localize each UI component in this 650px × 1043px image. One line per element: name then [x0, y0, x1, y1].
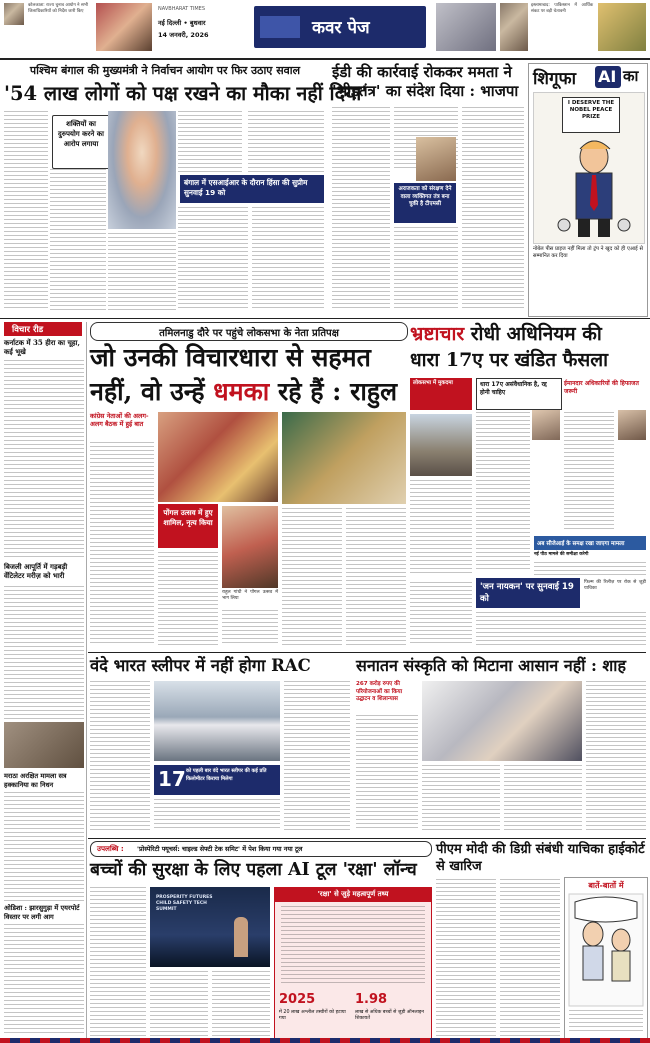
story-wb-body-mid — [50, 169, 106, 311]
sidebar-cartoon — [569, 894, 643, 1006]
story-vande-body-2 — [154, 799, 280, 831]
raksha-body-1 — [90, 887, 146, 1037]
story-ed-quote — [394, 183, 456, 223]
story-rahul-kicker-bar — [90, 322, 408, 341]
cartoon-sign — [562, 97, 620, 133]
raksha-stat-2-number: 1.98 — [355, 992, 388, 1007]
story-wb-quote-text: शक्तियों का दुरुपयोग करने का आरोप लगाया — [58, 120, 104, 148]
story-17a-headline-1b: रोधी अधिनियम की — [464, 323, 602, 345]
story-17a-headline-1a: भ्रष्टाचार — [410, 323, 465, 345]
story-shah-body-3 — [504, 765, 582, 831]
sidebar-title: बातें-बातों में — [588, 881, 624, 890]
raksha-stat-1 — [279, 992, 351, 1034]
story-17a-banner — [534, 536, 646, 550]
story-shah-body-4 — [586, 681, 646, 831]
rule-4 — [88, 838, 646, 839]
raksha-stat-2 — [355, 992, 427, 1034]
story-vande-body-3 — [284, 681, 350, 831]
story-rahul-body-2 — [158, 552, 218, 646]
odisha-body — [4, 924, 84, 1034]
story-ed-bjp — [332, 63, 524, 315]
story-rahul-headline-2b: धमका — [213, 377, 270, 406]
section-banner — [254, 6, 426, 48]
story-shah-headline: सनातन संस्कृति को मिटाना आसान नहीं : शाह — [356, 656, 626, 675]
story-rahul-box — [158, 504, 218, 548]
cartoon-caption: नोबेल पीस प्राइज नहीं मिला तो ट्रंप ने खुद को ही एआई से सम्मानित कर दिया — [533, 246, 643, 259]
vande-train-photo — [154, 681, 280, 761]
story-ed-body-4 — [462, 107, 524, 311]
story-shah-body-2 — [422, 765, 500, 831]
raksha-kicker-pre-wrap — [97, 844, 124, 854]
vichar-label — [4, 322, 82, 336]
story-vande — [90, 655, 350, 835]
story-17a-quote-2-text: ईमानदार अधिकारियों की हिफाजत जरूरी — [564, 380, 639, 395]
story-wb-quote — [52, 115, 110, 169]
story5-headline: बिजली आपूर्ति में गड़बड़ी वेंटिलेटर मरीज़ को भारी — [4, 562, 68, 580]
story-pm-degree — [436, 841, 646, 1039]
story-wb-sub — [180, 175, 324, 203]
story-rahul-headline-2a: नहीं, वो उन्हें — [90, 377, 214, 406]
masthead-left-brief: कोलकाता: राज्य चुनाव आयोग ने सभी जिलाधिकारियों को निर्देश जारी किए — [28, 3, 88, 14]
story-17a-quote-1 — [476, 378, 562, 410]
masthead-edition: नई दिल्ली • बुधवार — [158, 19, 206, 27]
story-17a-side-title: लोकसभा में मुकदमा — [413, 380, 453, 386]
jannayak-text: 'जन नायकन' पर सुनवाई 19 को — [480, 582, 574, 604]
story-wb-body-e — [108, 233, 176, 311]
pm-degree-body-2 — [500, 879, 560, 1037]
masthead-photo-2 — [96, 3, 152, 51]
story-ed-headline: ईडी की कार्रवाई रोककर ममता ने 'भीड़तंत्र' का संदेश दिया : भाजपा — [332, 63, 519, 100]
story-ed-quote-text: अराजकता को संरक्षण देने वाला व्यक्तिगत तंत्र बना चुकी है टीएमसी — [398, 186, 452, 208]
cartoon-suffix: का — [623, 67, 639, 85]
supreme-court-photo — [410, 414, 472, 476]
vichar-label-text: विचार रीड — [12, 325, 44, 335]
masthead-photo-4 — [500, 3, 528, 51]
cartoon-box — [528, 63, 648, 317]
mamata-photo — [108, 111, 176, 229]
story-17a-sub: नई पीठ मामले की समीक्षा करेगी — [534, 552, 589, 557]
story-rahul-headline-2c: रहे हैं : राहुल — [269, 377, 398, 406]
story-17a-body-6 — [476, 612, 646, 646]
masthead-right-brief: इस्लामाबाद: पाकिस्तान में आर्थिक संकट पर बड़ी चेतावनी — [531, 3, 593, 14]
cartoon-figure — [554, 135, 634, 239]
story-vande-body-1 — [90, 681, 150, 831]
raksha-kicker-bar — [90, 841, 432, 857]
rahul-photo-1 — [158, 412, 278, 502]
story-shah — [356, 655, 646, 835]
story-rahul-body-1 — [90, 442, 154, 646]
story-wb-body-b — [248, 111, 324, 173]
cartoon-title: शिगूफा — [533, 69, 577, 89]
story-rahul-caption: राहुल गांधी ने पोंगल उत्सव में भाग लिया — [222, 590, 278, 601]
masthead — [0, 0, 650, 58]
left-col-divider — [86, 322, 87, 1038]
raksha-headline: बच्चों की सुरक्षा के लिए पहला AI टूल 'रक्षा' लॉन्च — [90, 860, 417, 880]
raksha-box-title-bar — [275, 888, 431, 902]
vande-fact-number: 17 — [158, 767, 186, 791]
story-17a-banner-text: अब सीजेआई के समक्ष रखा जाएगा मामला — [537, 541, 625, 547]
odisha-headline: ओडिशा : झारसुगुड़ा में एयरपोर्ट विस्तार पर लगी आग — [4, 904, 80, 921]
masthead-photo-3 — [436, 3, 496, 51]
judge-photo-1 — [532, 410, 560, 440]
story-17a-body-1 — [410, 480, 472, 576]
story-raksha — [90, 841, 430, 1039]
bottom-strip — [0, 1038, 650, 1043]
story-wb-body-c — [178, 207, 248, 311]
story-17a-headline-1 — [410, 322, 646, 346]
raksha-speaker — [234, 917, 248, 957]
sidebar-box — [564, 877, 648, 1039]
raksha-stat-1-number: 2025 — [279, 992, 316, 1007]
story-rahul-box-text: पोंगल उत्सव में हुए शामिल, नृत्य किया — [163, 508, 213, 527]
raksha-body-2 — [150, 971, 208, 1037]
story-17a-side — [410, 378, 472, 410]
raksha-box-list — [281, 906, 425, 986]
raksha-photo — [150, 887, 270, 967]
raksha-kicker: 'प्रोस्पेरिटी फ्यूचर्स: चाइल्ड सेफ्टी टेक समिट' में पेश किया गया नया टूल — [137, 845, 303, 853]
vichar-body — [4, 360, 84, 560]
masthead-photo-left — [4, 3, 24, 25]
story-wb-body-d — [252, 207, 324, 311]
madrasa-body — [4, 792, 84, 902]
cartoon-sign-text: I DESERVE THE NOBEL PEACE PRIZE — [567, 100, 615, 120]
pm-degree-body-1 — [436, 879, 496, 1037]
jannayak-box — [476, 578, 580, 608]
story-wb-body-left — [4, 111, 48, 311]
vande-fact-text: को पहली बार वंदे भारत स्लीपर की कई प्रति किलोमीटर किराया मिलेगा — [186, 768, 267, 782]
story-rahul-headline-2 — [90, 376, 406, 408]
raksha-body-3 — [212, 971, 270, 1037]
story-wb-kicker: पश्चिम बंगाल की मुख्यमंत्री ने निर्वाचन आयोग पर फिर उठाए सवाल — [29, 64, 301, 77]
story-17a-body-3 — [564, 412, 614, 532]
masthead-rule — [0, 58, 650, 60]
rahul-photo-3 — [282, 412, 406, 504]
bjp-leader-photo — [416, 137, 456, 181]
cartoon-ai-badge — [595, 66, 621, 88]
vichar-headline: कर्नाटक में 35 हीरा का चूहा, कई भूखे — [4, 338, 80, 356]
rule-2 — [0, 318, 650, 319]
left-col-photo — [4, 722, 84, 768]
vande-fact — [154, 765, 280, 795]
section-title: कवर पेज — [312, 18, 370, 38]
story-17a — [410, 320, 646, 650]
cartoon-drawing — [533, 92, 645, 244]
raksha-kicker-pre: उपलब्धि : — [97, 844, 124, 853]
story-rahul — [90, 320, 406, 650]
jannayak-sub: फिल्म की रिलीज़ पर रोक से जुड़ी याचिका — [584, 580, 646, 591]
cartoon-ai-text: AI — [598, 67, 617, 86]
story-rahul-body-4 — [282, 508, 342, 646]
judge-photo-2 — [618, 410, 646, 440]
story-17a-body-4 — [534, 562, 646, 576]
raksha-stat-1-text: में 20 लाख अश्लील तस्वीरों को हटाया गया — [279, 1010, 346, 1022]
raksha-box — [274, 887, 432, 1039]
story-shah-sub-text: 267 करोड़ रुपए की परियोजनाओं का किया उद्घाटन व शिलान्यास — [356, 681, 403, 703]
story-rahul-body-3 — [222, 610, 278, 646]
story5-body — [4, 586, 84, 720]
story-wb-headline: '54 लाख लोगों को पक्ष रखने का मौका नहीं दिया' — [4, 82, 368, 105]
section-logo — [260, 16, 300, 38]
story-shah-body-1 — [356, 715, 418, 831]
story-17a-quote-2 — [564, 378, 646, 408]
story-rahul-body-5 — [346, 508, 406, 646]
story-wb-cm — [4, 63, 368, 315]
story-vande-headline: वंदे भारत स्लीपर में नहीं होगा RAC — [90, 656, 311, 675]
sidebar-caption — [569, 1010, 643, 1034]
masthead-date: 14 जनवरी, 2026 — [158, 31, 209, 39]
story-ed-body-1 — [332, 107, 390, 311]
raksha-stat-2-text: लाख से अधिक बच्चों से जुड़ी ऑनलाइन शिकायतें — [355, 1010, 424, 1022]
pm-degree-headline: पीएम मोदी की डिग्री संबंधी याचिका हाईकोर्ट से खारिज — [436, 842, 645, 874]
raksha-screen-text: PROSPERITY FUTURES CHILD SAFETY TECH SUMMIT — [156, 895, 213, 912]
madrasa-headline: मराठा अरक्षित मामला सत्र हक्कानिया का निधन — [4, 772, 67, 789]
raksha-box-title: 'रक्षा' से जुड़े महत्वपूर्ण तथ्य — [317, 890, 389, 898]
story-rahul-kicker: तमिलनाडु दौरे पर पहुंचे लोकसभा के नेता प्रतिपक्ष — [159, 328, 339, 339]
story-shah-sub — [356, 681, 418, 711]
story-17a-body-5 — [410, 582, 472, 646]
shah-photo — [422, 681, 582, 761]
rahul-photo-2 — [222, 506, 278, 588]
story-17a-quote-1-text: धारा 17ए असंवैधानिक है, रद्द होनी चाहिए — [480, 381, 547, 396]
masthead-photo-5 — [598, 3, 646, 51]
story-rahul-side: कांग्रेस नेताओं की अलग-अलग बैठक में हुई बात — [90, 412, 149, 429]
story-wb-body-a — [178, 111, 242, 173]
story-wb-sub-text: बंगाल में एसआईआर के दौरान हिंसा की सुप्रीम सुनवाई 19 को — [184, 178, 308, 197]
story-17a-headline-2: धारा 17ए पर खंडित फैसला — [410, 349, 609, 371]
story-ed-body-3 — [394, 227, 458, 311]
masthead-paper-name: NAVBHARAT TIMES — [158, 6, 205, 12]
rule-3 — [88, 652, 646, 653]
story-rahul-headline-1: जो उनकी विचारधारा से सहमत — [90, 343, 371, 372]
story-17a-body-2 — [476, 412, 530, 570]
